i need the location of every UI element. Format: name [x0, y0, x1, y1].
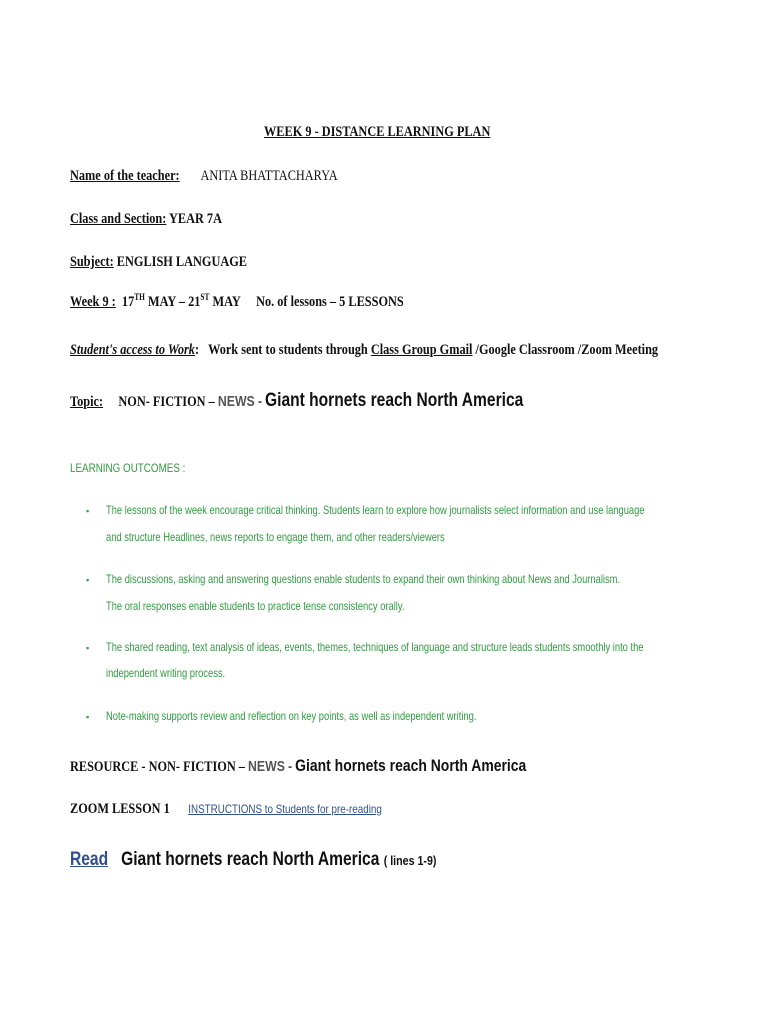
- week-end-month: MAY: [212, 294, 241, 310]
- access-label: Student's access to Work: [70, 342, 195, 358]
- topic-label: Topic:: [70, 394, 104, 410]
- topic-row: [70, 390, 623, 412]
- teacher-name: ANITA BHATTACHARYA: [200, 168, 338, 184]
- page-title: [264, 124, 540, 141]
- class-section-row: [70, 211, 255, 228]
- read-row: [70, 849, 517, 871]
- lessons-value: 5 LESSONS: [339, 294, 404, 310]
- resource-label: RESOURCE - NON- FICTION –: [70, 759, 245, 775]
- bullet-icon: ▪: [86, 575, 90, 585]
- outcome-4-line-1: Note-making supports review and reflection on key points, as well as independent writing.: [106, 709, 477, 723]
- access-row: [70, 342, 770, 359]
- teacher-label: Name of the teacher:: [70, 168, 180, 184]
- week-end-sup: ST: [200, 292, 210, 302]
- week-start-day: 17: [121, 294, 135, 310]
- bullet-icon: ▪: [86, 643, 90, 653]
- read-lines: ( lines 1-9): [383, 853, 437, 868]
- learning-outcomes-heading-text: LEARNING OUTCOMES :: [70, 461, 186, 475]
- resource-row: [70, 756, 626, 776]
- learning-outcomes-heading: [70, 461, 211, 475]
- page-title-text: WEEK 9 - DISTANCE LEARNING PLAN: [264, 124, 491, 140]
- access-colon: :: [194, 342, 200, 358]
- read-title: Giant hornets reach North America: [121, 849, 380, 870]
- access-text-before: Work sent to students through: [208, 342, 368, 358]
- lessons-label: No. of lessons –: [256, 294, 337, 310]
- resource-news: NEWS: [248, 758, 285, 775]
- teacher-row: [70, 168, 396, 185]
- outcome-1-line-2: and structure Headlines, news reports to engage them, and other readers/viewers: [106, 530, 445, 544]
- class-section-value: YEAR 7A: [169, 211, 222, 227]
- subject-value: ENGLISH LANGUAGE: [116, 254, 248, 270]
- read-link[interactable]: Read: [70, 849, 109, 870]
- week-dash: –: [178, 294, 185, 310]
- bullet-icon: ▪: [86, 506, 90, 516]
- zoom-row: [70, 801, 450, 818]
- subject-row: [70, 254, 286, 271]
- outcome-2-line-1: The discussions, asking and answering questions enable students to expand their own thinking about News and Journalism.: [106, 572, 621, 586]
- week-start-month: MAY: [147, 294, 176, 310]
- access-text-after: /Google Classroom /Zoom Meeting: [475, 342, 659, 358]
- week-end-day: 21: [188, 294, 201, 310]
- topic-headline: Giant hornets reach North America: [265, 390, 524, 411]
- week-start-sup: TH: [134, 292, 145, 302]
- zoom-lesson-label: ZOOM LESSON 1: [70, 801, 170, 817]
- week-label: Week 9 :: [70, 294, 116, 310]
- instructions-link[interactable]: INSTRUCTIONS to Students for pre-reading: [188, 802, 382, 816]
- outcome-3-line-2: independent writing process.: [106, 666, 226, 680]
- resource-sep: -: [288, 758, 293, 775]
- outcome-2-line-2: The oral responses enable students to practice tense consistency orally.: [106, 599, 405, 613]
- outcome-3-line-1: The shared reading, text analysis of ideas, events, themes, techniques of language and structure leads students smoothly into the: [106, 640, 644, 654]
- topic-news: NEWS: [217, 393, 255, 410]
- outcome-1-line-1: The lessons of the week encourage critical thinking. Students learn to explore how journalists select information and use language: [106, 503, 645, 517]
- subject-label: Subject:: [70, 254, 114, 270]
- class-group-gmail-link[interactable]: Class Group Gmail: [370, 342, 473, 358]
- class-section-label: Class and Section:: [70, 211, 167, 227]
- topic-sep: -: [257, 393, 262, 410]
- resource-headline: Giant hornets reach North America: [295, 756, 527, 775]
- week-row: [70, 294, 477, 311]
- bullet-icon: ▪: [86, 712, 90, 722]
- topic-genre: NON- FICTION –: [118, 394, 215, 410]
